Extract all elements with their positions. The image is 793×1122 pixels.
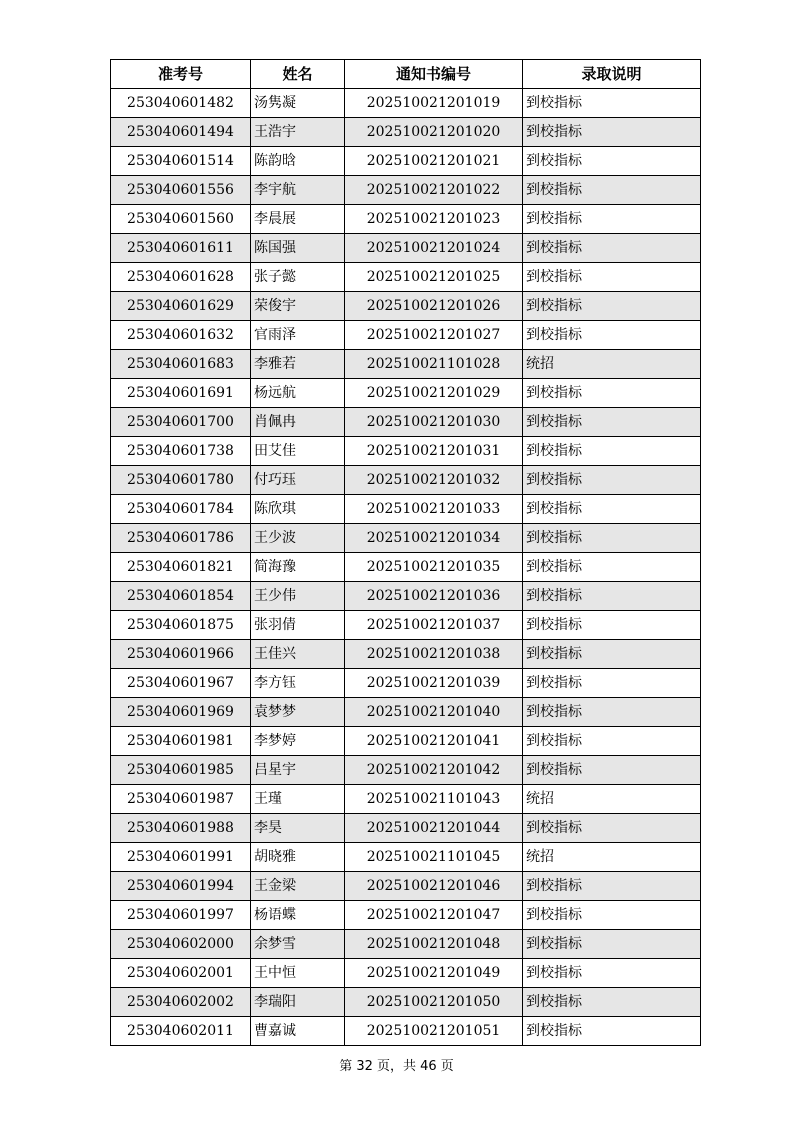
admission-note-cell: 统招: [523, 785, 701, 814]
name-cell: 张羽倩: [251, 611, 345, 640]
page-footer: 第 32 页，共 46 页: [339, 1059, 454, 1074]
name-cell: 简海豫: [251, 553, 345, 582]
name-cell: 李梦婷: [251, 727, 345, 756]
table-row: [111, 234, 701, 263]
notice-no-cell: 202510021201042: [345, 756, 523, 785]
exam-no-cell: 253040601691: [111, 379, 251, 408]
exam-no-cell: 253040601969: [111, 698, 251, 727]
admission-note-cell: 到校指标: [523, 756, 701, 785]
admission-note-cell: 到校指标: [523, 89, 701, 118]
exam-no-cell: 253040601988: [111, 814, 251, 843]
table-row: [111, 292, 701, 321]
table-row: [111, 118, 701, 147]
exam-no-cell: 253040601738: [111, 437, 251, 466]
notice-no-cell: 202510021201047: [345, 901, 523, 930]
table-row: [111, 495, 701, 524]
admission-note-cell: 到校指标: [523, 553, 701, 582]
notice-no-cell: 202510021201027: [345, 321, 523, 350]
exam-no-cell: 253040601997: [111, 901, 251, 930]
notice-no-cell: 202510021201020: [345, 118, 523, 147]
name-cell: 田艾佳: [251, 437, 345, 466]
admission-note-cell: 到校指标: [523, 321, 701, 350]
name-cell: 王金梁: [251, 872, 345, 901]
table-row: [111, 640, 701, 669]
table-row: [111, 379, 701, 408]
table-row: [111, 89, 701, 118]
exam-no-cell: 253040601875: [111, 611, 251, 640]
exam-no-cell: 253040601994: [111, 872, 251, 901]
table-row: [111, 901, 701, 930]
name-cell: 王少波: [251, 524, 345, 553]
name-cell: 李宇航: [251, 176, 345, 205]
name-cell: 袁梦梦: [251, 698, 345, 727]
table-row: [111, 205, 701, 234]
exam-no-cell: 253040601786: [111, 524, 251, 553]
admission-note-cell: 到校指标: [523, 698, 701, 727]
table-row: [111, 350, 701, 379]
exam-no-cell: 253040602002: [111, 988, 251, 1017]
admission-note-cell: 到校指标: [523, 930, 701, 959]
notice-no-cell: 202510021201044: [345, 814, 523, 843]
admission-note-cell: 统招: [523, 843, 701, 872]
notice-no-cell: 202510021201025: [345, 263, 523, 292]
notice-no-cell: 202510021201033: [345, 495, 523, 524]
notice-no-cell: 202510021201021: [345, 147, 523, 176]
notice-no-cell: 202510021201026: [345, 292, 523, 321]
table-row: [111, 524, 701, 553]
exam-no-cell: 253040601560: [111, 205, 251, 234]
name-cell: 杨远航: [251, 379, 345, 408]
name-cell: 荣俊宇: [251, 292, 345, 321]
name-cell: 肖佩冉: [251, 408, 345, 437]
notice-no-cell: 202510021201029: [345, 379, 523, 408]
name-cell: 陈欣琪: [251, 495, 345, 524]
admission-note-cell: 到校指标: [523, 669, 701, 698]
table-row: [111, 466, 701, 495]
notice-no-cell: 202510021201030: [345, 408, 523, 437]
exam-no-cell: 253040601981: [111, 727, 251, 756]
table-row: [111, 147, 701, 176]
exam-no-cell: 253040601632: [111, 321, 251, 350]
name-cell: 曹嘉诚: [251, 1017, 345, 1046]
notice-no-cell: 202510021101028: [345, 350, 523, 379]
table-row: [111, 785, 701, 814]
exam-no-cell: 253040601628: [111, 263, 251, 292]
table-row: [111, 263, 701, 292]
exam-no-cell: 253040601991: [111, 843, 251, 872]
table-row: [111, 872, 701, 901]
admission-note-cell: 到校指标: [523, 814, 701, 843]
exam-no-cell: 253040601967: [111, 669, 251, 698]
exam-no-cell: 253040601482: [111, 89, 251, 118]
notice-no-cell: 202510021201041: [345, 727, 523, 756]
name-cell: 官雨泽: [251, 321, 345, 350]
admission-note-cell: 到校指标: [523, 524, 701, 553]
admission-note-cell: 到校指标: [523, 495, 701, 524]
table-body: [111, 89, 701, 1046]
exam-no-cell: 253040602000: [111, 930, 251, 959]
admission-note-cell: 到校指标: [523, 205, 701, 234]
notice-no-cell: 202510021201050: [345, 988, 523, 1017]
name-cell: 李昊: [251, 814, 345, 843]
table-row: [111, 582, 701, 611]
admission-note-cell: 到校指标: [523, 640, 701, 669]
exam-no-cell: 253040601700: [111, 408, 251, 437]
exam-no-cell: 253040601985: [111, 756, 251, 785]
table-row: [111, 669, 701, 698]
admission-note-cell: 到校指标: [523, 408, 701, 437]
admission-note-cell: 统招: [523, 350, 701, 379]
exam-no-cell: 253040601556: [111, 176, 251, 205]
name-cell: 胡晓雅: [251, 843, 345, 872]
name-cell: 李瑞阳: [251, 988, 345, 1017]
notice-no-cell: 202510021101043: [345, 785, 523, 814]
table-row: [111, 321, 701, 350]
admission-note-cell: 到校指标: [523, 118, 701, 147]
name-cell: 汤隽凝: [251, 89, 345, 118]
name-cell: 张子懿: [251, 263, 345, 292]
header-admission-note: 录取说明: [523, 60, 701, 89]
notice-no-cell: 202510021201034: [345, 524, 523, 553]
exam-no-cell: 253040602001: [111, 959, 251, 988]
admission-table: [110, 59, 701, 1046]
exam-no-cell: 253040601966: [111, 640, 251, 669]
notice-no-cell: 202510021201031: [345, 437, 523, 466]
exam-no-cell: 253040601494: [111, 118, 251, 147]
admission-note-cell: 到校指标: [523, 379, 701, 408]
admission-note-cell: 到校指标: [523, 872, 701, 901]
name-cell: 王佳兴: [251, 640, 345, 669]
table-row: [111, 1017, 701, 1046]
table-row: [111, 988, 701, 1017]
name-cell: 余梦雪: [251, 930, 345, 959]
admission-note-cell: 到校指标: [523, 176, 701, 205]
name-cell: 付巧珏: [251, 466, 345, 495]
name-cell: 李雅若: [251, 350, 345, 379]
table-row: [111, 698, 701, 727]
notice-no-cell: 202510021201040: [345, 698, 523, 727]
notice-no-cell: 202510021201037: [345, 611, 523, 640]
admission-note-cell: 到校指标: [523, 466, 701, 495]
admission-note-cell: 到校指标: [523, 959, 701, 988]
table-row: [111, 176, 701, 205]
table-row: [111, 814, 701, 843]
notice-no-cell: 202510021201022: [345, 176, 523, 205]
notice-no-cell: 202510021101045: [345, 843, 523, 872]
notice-no-cell: 202510021201035: [345, 553, 523, 582]
table-row: [111, 959, 701, 988]
header-notice-no: 通知书编号: [345, 60, 523, 89]
admission-note-cell: 到校指标: [523, 901, 701, 930]
admission-note-cell: 到校指标: [523, 611, 701, 640]
notice-no-cell: 202510021201019: [345, 89, 523, 118]
table-row: [111, 930, 701, 959]
table-header-row: [111, 60, 701, 89]
name-cell: 陈韵晗: [251, 147, 345, 176]
exam-no-cell: 253040601784: [111, 495, 251, 524]
admission-note-cell: 到校指标: [523, 263, 701, 292]
exam-no-cell: 253040601821: [111, 553, 251, 582]
admission-note-cell: 到校指标: [523, 234, 701, 263]
exam-no-cell: 253040601629: [111, 292, 251, 321]
notice-no-cell: 202510021201038: [345, 640, 523, 669]
admission-note-cell: 到校指标: [523, 437, 701, 466]
notice-no-cell: 202510021201048: [345, 930, 523, 959]
table-row: [111, 408, 701, 437]
notice-no-cell: 202510021201032: [345, 466, 523, 495]
admission-note-cell: 到校指标: [523, 1017, 701, 1046]
name-cell: 李方钰: [251, 669, 345, 698]
name-cell: 吕星宇: [251, 756, 345, 785]
admission-note-cell: 到校指标: [523, 727, 701, 756]
notice-no-cell: 202510021201051: [345, 1017, 523, 1046]
exam-no-cell: 253040601611: [111, 234, 251, 263]
exam-no-cell: 253040601987: [111, 785, 251, 814]
table-row: [111, 756, 701, 785]
admission-note-cell: 到校指标: [523, 582, 701, 611]
notice-no-cell: 202510021201024: [345, 234, 523, 263]
name-cell: 李晨展: [251, 205, 345, 234]
notice-no-cell: 202510021201039: [345, 669, 523, 698]
table-row: [111, 553, 701, 582]
table-row: [111, 727, 701, 756]
name-cell: 王瑾: [251, 785, 345, 814]
table-row: [111, 611, 701, 640]
admission-note-cell: 到校指标: [523, 988, 701, 1017]
notice-no-cell: 202510021201036: [345, 582, 523, 611]
exam-no-cell: 253040601780: [111, 466, 251, 495]
name-cell: 王浩宇: [251, 118, 345, 147]
notice-no-cell: 202510021201023: [345, 205, 523, 234]
name-cell: 陈国强: [251, 234, 345, 263]
exam-no-cell: 253040601854: [111, 582, 251, 611]
header-exam-no: 准考号: [111, 60, 251, 89]
header-name: 姓名: [251, 60, 345, 89]
table-row: [111, 843, 701, 872]
name-cell: 杨语蝶: [251, 901, 345, 930]
admission-note-cell: 到校指标: [523, 147, 701, 176]
exam-no-cell: 253040602011: [111, 1017, 251, 1046]
name-cell: 王中恒: [251, 959, 345, 988]
notice-no-cell: 202510021201049: [345, 959, 523, 988]
exam-no-cell: 253040601683: [111, 350, 251, 379]
admission-note-cell: 到校指标: [523, 292, 701, 321]
name-cell: 王少伟: [251, 582, 345, 611]
notice-no-cell: 202510021201046: [345, 872, 523, 901]
table-row: [111, 437, 701, 466]
exam-no-cell: 253040601514: [111, 147, 251, 176]
